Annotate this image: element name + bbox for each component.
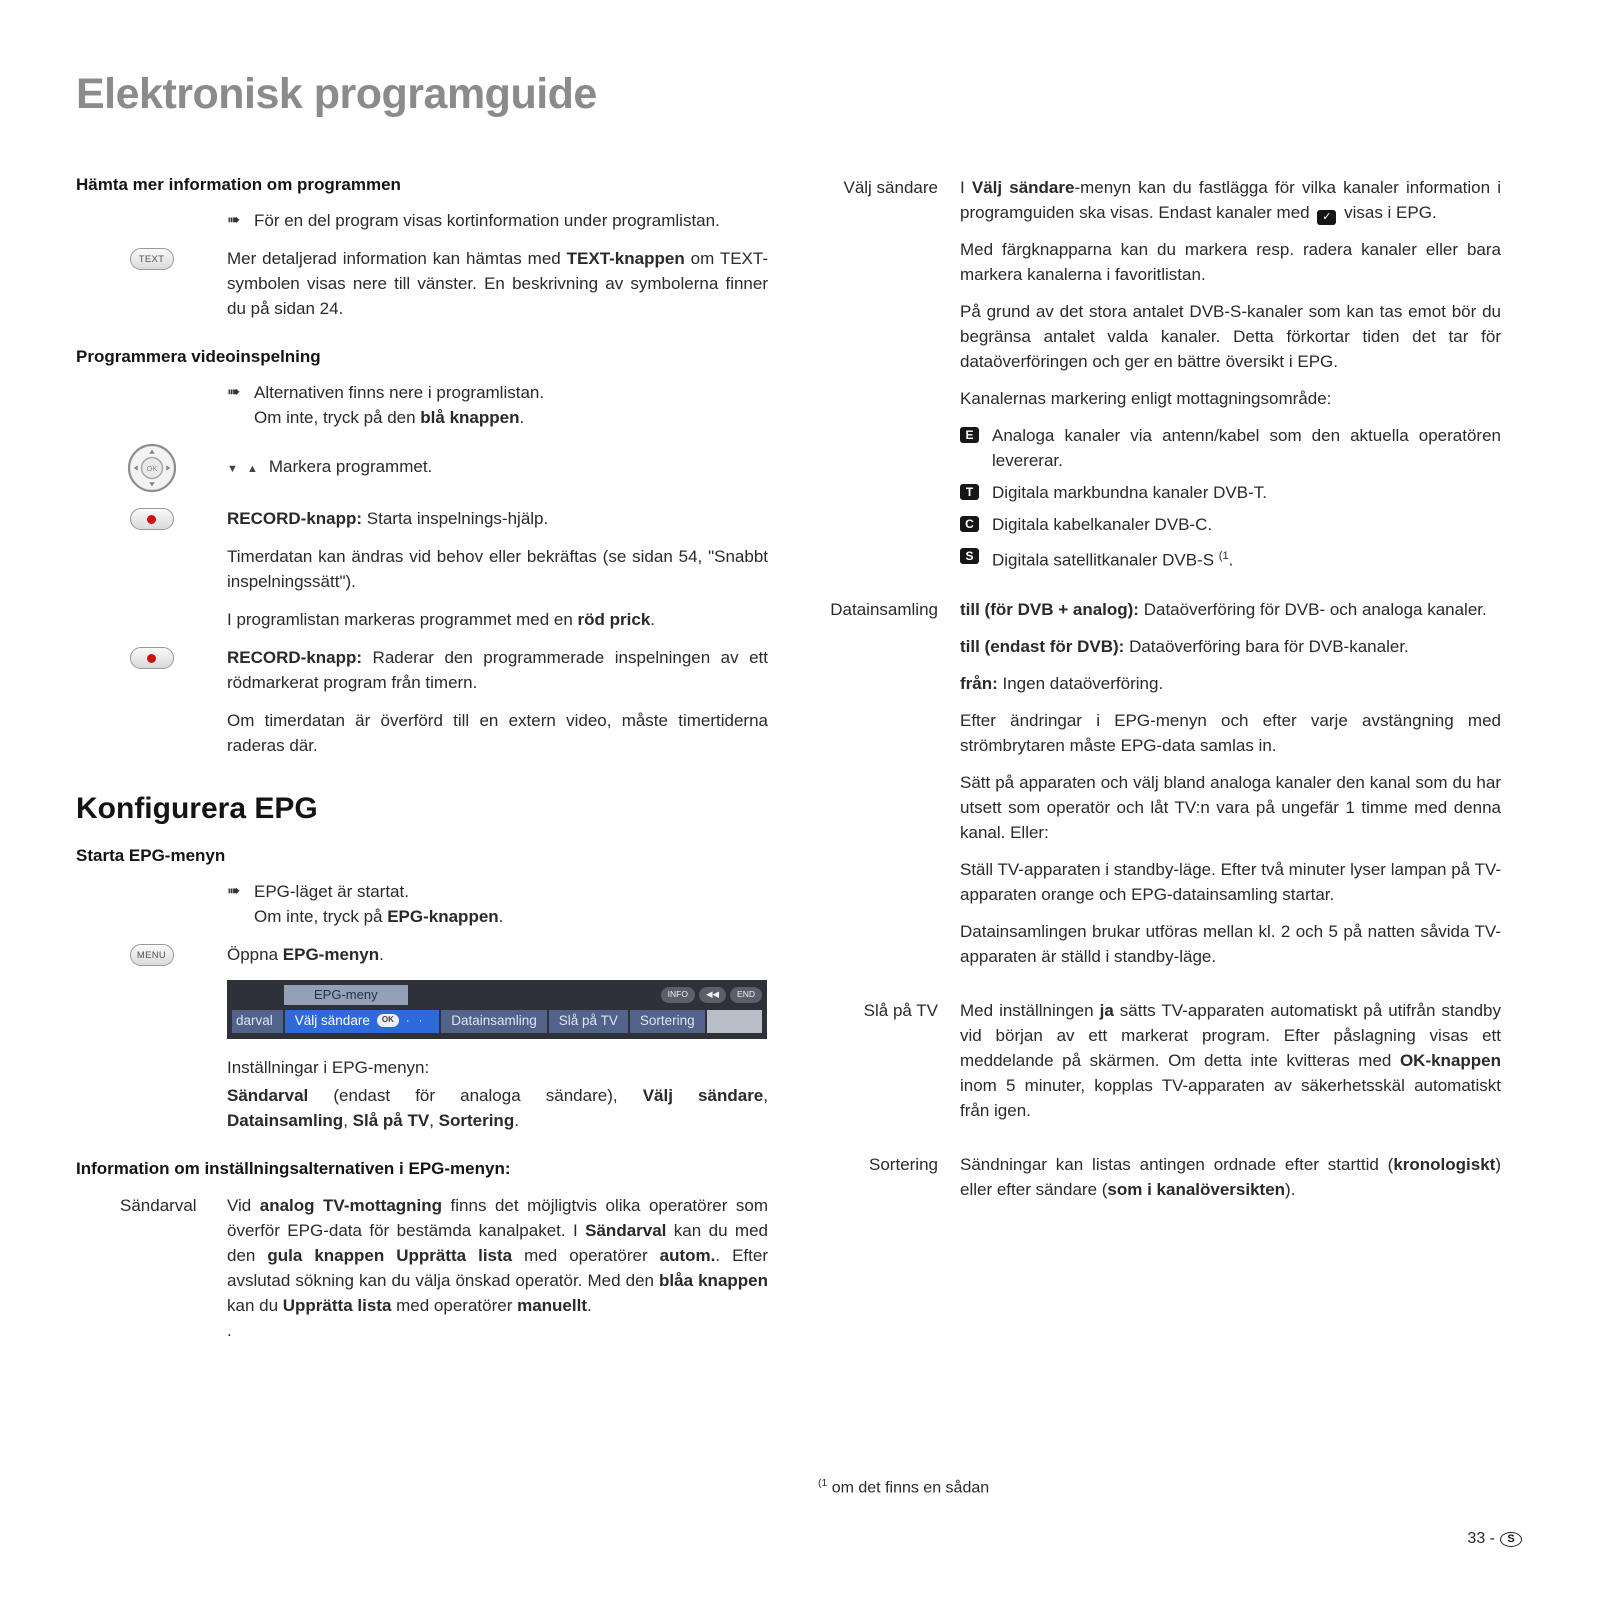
valj-sandare-label: Välj sändare <box>843 178 938 197</box>
arrow-note-row <box>76 208 768 233</box>
s-language-badge-icon: S <box>1500 1532 1522 1547</box>
text-button-label: TEXT <box>138 253 165 265</box>
record-button-row <box>76 645 768 695</box>
dpad-ok-label: OK <box>146 464 157 473</box>
paragraph: Inställningar i EPG-menyn: <box>227 1058 430 1077</box>
sla-pa-tv-label: Slå på TV <box>863 1000 938 1020</box>
page-number <box>1467 1530 1522 1548</box>
channel-type-item <box>960 544 1501 573</box>
epg-item-sortering: Sortering <box>630 1010 705 1033</box>
arrow-note-row <box>76 380 768 430</box>
rewind-icon: ◀◀ <box>699 987 726 1002</box>
channel-type-item <box>960 512 1501 537</box>
paragraph: Digitala satellitkanaler DVB-S $^{(1}$. <box>992 550 1234 570</box>
epg-item-valj-sandare <box>285 1010 439 1033</box>
paragraph: Timerdatan kan ändras vid behov eller bekräftas (se sidan 54, "Snabbt inspelningssätt"). <box>227 547 768 591</box>
epg-item-sandarval: darval <box>232 1010 283 1033</box>
heading-hamta-info: Hämta mer information om programmen <box>76 175 401 194</box>
epg-item-sla-pa-tv: Slå på TV <box>549 1010 628 1033</box>
menu-button-row <box>76 942 768 967</box>
paragraph: till (endast för DVB): Dataöverföring bara för DVB-kanaler. <box>960 636 1409 656</box>
record-button-icon <box>130 647 174 669</box>
icon-cell <box>76 208 227 233</box>
channel-type-item <box>960 480 1501 505</box>
paragraph: Med inställningen ja sätts TV-apparaten automatiskt på utifrån standby vid början av ett markerat program. Efter påslagning visas ett meddelande på skärmen. Om detta inte kvitteras med OK-knappen inom 5 minuter, kopplas TV-apparaten av säkerhetsskäl automatiskt från igen. <box>960 1000 1502 1120</box>
epg-item-filler <box>707 1010 762 1033</box>
epg-item-datainsamling: Datainsamling <box>441 1010 547 1033</box>
paragraph: Öppna EPG-menyn. <box>227 945 384 964</box>
paragraph: RECORD-knapp: Raderar den programmerade inspelningen av ett rödmarkerat program från timern. <box>227 648 768 692</box>
dvbt-channel-badge-icon: T <box>960 484 979 500</box>
text-button-icon <box>130 248 174 270</box>
page-title: Elektronisk programguide <box>76 70 597 118</box>
datainsamling-label: Datainsamling <box>830 599 938 619</box>
paragraph: Alternativen finns nere i programlistan. Om inte, tryck på den blå knappen. <box>254 383 545 427</box>
menu-button-icon <box>130 944 174 966</box>
paragraph: Datainsamlingen brukar utföras mellan kl. 2 och 5 på natten såvida TV-apparaten är ställd i standby-läge. <box>960 921 1501 966</box>
footnote-marker: (1 <box>818 1478 828 1489</box>
paragraph: Digitala kabelkanaler DVB-C. <box>992 515 1213 534</box>
paragraph: Kanalernas markering enligt mottagningsområde: <box>960 389 1332 408</box>
paragraph: I programlistan markeras programmet med en röd prick. <box>227 610 656 629</box>
paragraph: Markera programmet. <box>268 457 433 476</box>
arrow-icon: ➠ <box>227 212 241 229</box>
sandarval-section <box>76 1193 768 1343</box>
datainsamling-section <box>816 597 1501 981</box>
info-button: INFO <box>661 987 695 1002</box>
icon-cell <box>76 645 227 695</box>
arrow-icon: ➠ <box>227 384 241 401</box>
paragraph: Vid analog TV-mottagning finns det möjligtvis olika operatörer som överför EPG-data för bestämda kanalpaket. I Sändarval kan du med den gula knappen Upprätta lista med operatörer autom.. Efter avslutad sökning kan du välja önskad operatör. Med den blåa knappen kan du Upprätta lista med operatörer manuellt. . <box>227 1196 769 1340</box>
arrow-icon: ➠ <box>227 883 241 900</box>
paragraph: Efter ändringar i EPG-menyn och efter varje avstängning med strömbrytaren måste EPG-data samlas in. <box>960 710 1501 755</box>
analog-channel-badge-icon: E <box>960 427 979 443</box>
sortering-section <box>816 1152 1501 1214</box>
paragraph: Analoga kanaler via antenn/kabel som den aktuella operatören levererar. <box>992 426 1501 470</box>
icon-cell <box>76 246 227 321</box>
dpad-row <box>76 443 768 493</box>
paragraph: Om timerdatan är överförd till en extern video, måste timertiderna raderas där. <box>227 711 768 755</box>
icon-cell <box>76 942 227 967</box>
sortering-label: Sortering <box>869 1154 938 1174</box>
dvbc-channel-badge-icon: C <box>960 516 979 532</box>
paragraph: EPG-läget är startat. Om inte, tryck på EPG-knappen. <box>254 882 504 926</box>
heading-programmera-video: Programmera videoinspelning <box>76 347 321 366</box>
paragraph: Med färgknapparna kan du markera resp. radera kanaler eller bara markera kanalerna i favoritlistan. <box>960 240 1501 284</box>
icon-cell <box>76 443 227 493</box>
record-dot-icon <box>147 654 156 663</box>
heading-installningsalternativ: Information om inställningsalternativen i EPG-menyn: <box>76 1159 511 1178</box>
text-button-row <box>76 246 768 321</box>
epg-menu-title: EPG-meny <box>284 985 408 1005</box>
left-column <box>76 175 768 1343</box>
heading-starta-epg: Starta EPG-menyn <box>76 846 226 865</box>
dots-icon: · · <box>405 1014 426 1027</box>
ok-dpad-icon <box>127 443 177 493</box>
menu-button-label: MENU <box>136 949 167 961</box>
record-button-row <box>76 506 768 531</box>
paragraph: Digitala markbundna kanaler DVB-T. <box>992 483 1267 502</box>
footnote <box>818 1478 989 1497</box>
page-number-text: 33 - <box>1467 1530 1495 1547</box>
epg-item-label: Välj sändare <box>294 1013 370 1028</box>
paragraph: Ställ TV-apparaten i standby-läge. Efter två minuter lyser lampan på TV-apparaten orange och EPG-datainsamling startar. <box>960 859 1501 904</box>
paragraph: I Välj sändare-menyn kan du fastlägga för vilka kanaler information i programguiden ska visas. Endast kanaler med ✓ visas i EPG. <box>960 178 1501 223</box>
icon-cell <box>76 380 227 430</box>
icon-cell <box>76 879 227 929</box>
end-button: END <box>730 987 762 1002</box>
paragraph: RECORD-knapp: Starta inspelnings-hjälp. <box>227 509 549 528</box>
footnote-text: om det finns en sådan <box>831 1479 990 1497</box>
epg-menu-screenshot <box>227 980 767 1039</box>
record-dot-icon <box>147 515 156 524</box>
heading-konfigurera-epg: Konfigurera EPG <box>76 792 318 825</box>
paragraph: från: Ingen dataöverföring. <box>960 673 1164 693</box>
paragraph: Sändningar kan listas antingen ordnade efter starttid (kronologiskt) eller efter sändare (som i kanalöversikten). <box>960 1154 1501 1199</box>
paragraph: Sändarval (endast för analoga sändare), Välj sändare, Datainsamling, Slå på TV, Sortering. <box>227 1086 768 1130</box>
dvbs-channel-badge-icon: S <box>960 548 979 564</box>
channel-type-item <box>960 423 1501 473</box>
content-columns <box>76 175 1524 1343</box>
paragraph: På grund av det stora antalet DVB-S-kanaler som kan tas emot bör du begränsa antalet valda kanaler. Detta förkortar tiden det tar för dataöverföringen och ger en bättre översikt i EPG. <box>960 302 1501 371</box>
down-up-triangles-icon: ▼ ▲ <box>227 463 261 475</box>
check-icon: ✓ <box>1317 210 1336 225</box>
paragraph: Mer detaljerad information kan hämtas med TEXT-knappen om TEXT-symbolen visas nere till vänster. En beskrivning av symbolerna finner du på sidan 24. <box>227 249 768 318</box>
valj-sandare-section <box>816 175 1501 580</box>
arrow-note-row <box>76 879 768 929</box>
ok-badge-icon: OK <box>377 1014 399 1027</box>
paragraph: För en del program visas kortinformation under programlistan. <box>254 211 720 230</box>
record-button-icon <box>130 508 174 530</box>
paragraph: Sätt på apparaten och välj bland analoga kanaler den kanal som du har utsett som operatör och låt TV:n vara på ungefär 1 timme med denna kanal. Eller: <box>960 772 1501 842</box>
sandarval-label: Sändarval <box>120 1196 197 1215</box>
paragraph: till (för DVB + analog): Dataöverföring för DVB- och analoga kanaler. <box>960 599 1487 619</box>
icon-cell <box>76 506 227 531</box>
right-column <box>816 175 1501 1231</box>
sla-pa-tv-section <box>816 998 1501 1135</box>
